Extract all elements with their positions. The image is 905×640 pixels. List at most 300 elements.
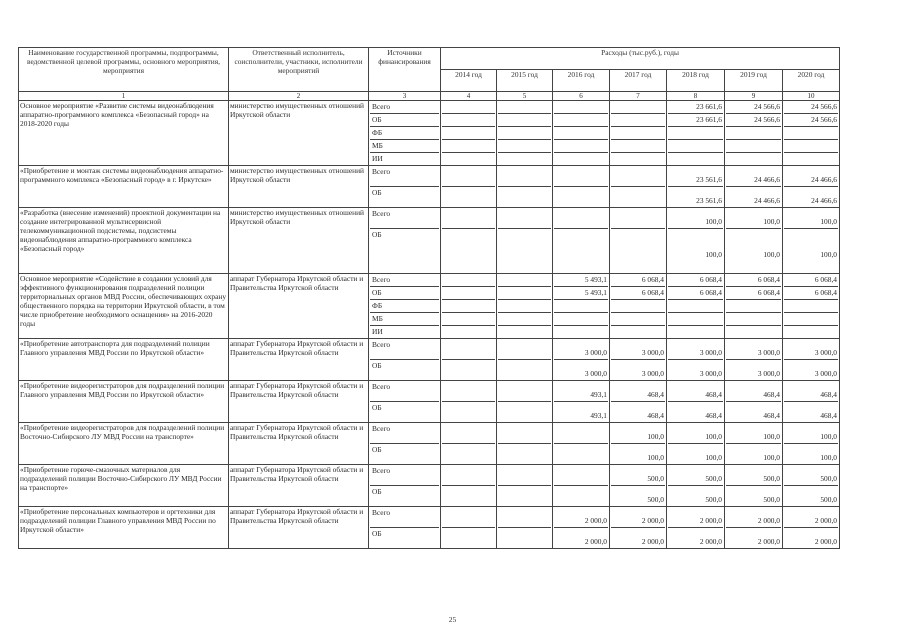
expense-value: [554, 313, 608, 326]
expense-value: 24 566,6: [726, 114, 781, 127]
expense-cell: [667, 465, 725, 507]
header-year-5: 2019 год: [725, 70, 783, 92]
column-number-3: 4: [441, 92, 497, 101]
expense-cell: [725, 101, 783, 166]
column-number-6: 7: [610, 92, 667, 101]
expense-value: [611, 300, 665, 313]
expense-value: [442, 140, 495, 153]
expense-value: 23 661,6: [668, 101, 723, 114]
expense-value: [726, 313, 781, 326]
executor: аппарат Губернатора Иркутской области и Правительства Иркутской области: [229, 339, 369, 381]
activity-name: «Приобретение и монтаж системы видеонаблюдения аппаратно-программного комплекса «Безопасный город» в г. Иркутске»: [19, 166, 229, 208]
funding-sources: [369, 166, 441, 208]
expense-value: [442, 313, 495, 326]
expense-cell: [497, 101, 553, 166]
expense-value: [442, 229, 495, 273]
funding-source-label: ОБ: [372, 403, 382, 412]
expense-cell: [553, 101, 610, 166]
column-number-1: 2: [229, 92, 369, 101]
expense-value: 2 000,0: [668, 507, 723, 528]
expense-cell: [553, 507, 610, 549]
expense-value: 493,1: [554, 381, 608, 402]
funding-source-label: ОБ: [372, 487, 382, 496]
expense-cell: [553, 166, 610, 208]
expense-value: 2 000,0: [584, 537, 607, 546]
funding-sources: [369, 507, 441, 549]
expense-cell: [610, 208, 667, 274]
header-source: Источники финансирования: [369, 48, 441, 92]
expense-value: [554, 444, 608, 464]
expense-value: 493,1: [590, 411, 607, 420]
expense-value: [498, 287, 551, 300]
activity-name: «Приобретение видеорегистраторов для подразделений полиции Главного управления МВД России по Иркутской области»: [19, 381, 229, 423]
expense-cell: [610, 381, 667, 423]
expense-value: [442, 381, 495, 402]
expense-value: 2 000,0: [611, 507, 665, 528]
funding-source-label: ОБ: [372, 529, 382, 538]
expense-cell: [610, 465, 667, 507]
expense-value: 6 068,4: [784, 274, 838, 287]
expense-value: [442, 287, 495, 300]
expense-value: 100,0: [784, 423, 838, 444]
expense-value: [498, 423, 551, 444]
expense-cell: [497, 381, 553, 423]
expense-value: 100,0: [705, 453, 722, 462]
expense-value: [498, 101, 551, 114]
funding-source-label: Всего: [370, 208, 439, 229]
expense-value: 6 068,4: [726, 287, 781, 300]
expense-value: 100,0: [611, 423, 665, 444]
column-number-2: 3: [369, 92, 441, 101]
expense-cell: [497, 208, 553, 274]
funding-source-label: ФБ: [370, 300, 439, 313]
activity-name: Основное мероприятие «Содействие в создании условий для эффективного функционирования подразделений полиции территориальных органов МВД России, обеспечивающих охрану общественного порядка на территории Иркутской области, в том числе приобретение необходимого оснащения» на 2016-2020 годы: [19, 274, 229, 339]
expense-value: [554, 153, 608, 165]
table-row: [19, 465, 840, 507]
expense-value: [442, 423, 495, 444]
header-year-1: 2015 год: [497, 70, 553, 92]
expense-value: 100,0: [726, 423, 781, 444]
expense-value: [498, 444, 551, 464]
expense-value: 100,0: [763, 453, 780, 462]
header-year-4: 2018 год: [667, 70, 725, 92]
expense-cell: [783, 101, 840, 166]
expense-cell: [441, 381, 497, 423]
expense-value: [498, 360, 551, 380]
funding-sources: [369, 465, 441, 507]
expense-cell: [441, 208, 497, 274]
expense-value: [611, 208, 665, 229]
expense-value: [726, 140, 781, 153]
expense-value: 500,0: [611, 465, 665, 486]
expense-value: 3 000,0: [668, 339, 723, 360]
expense-cell: [667, 101, 725, 166]
expense-value: [554, 114, 608, 127]
expense-value: [784, 153, 838, 165]
expense-cell: [725, 507, 783, 549]
funding-source-label: ОБ: [372, 361, 382, 370]
expense-value: 24 566,6: [784, 114, 838, 127]
expense-value: [498, 153, 551, 165]
expense-value: [442, 528, 495, 548]
executor: аппарат Губернатора Иркутской области и Правительства Иркутской области: [229, 381, 369, 423]
expense-value: [611, 153, 665, 165]
funding-source-label: ОБ: [370, 287, 439, 300]
expense-value: 23 561,6: [668, 166, 723, 187]
expense-value: 500,0: [820, 495, 837, 504]
column-number-7: 8: [667, 92, 725, 101]
expense-value: [554, 166, 608, 187]
expense-value: [668, 153, 723, 165]
expense-value: 23 661,6: [668, 114, 723, 127]
expense-value: [611, 166, 665, 187]
expense-value: [498, 166, 551, 187]
expense-cell: [610, 101, 667, 166]
funding-source-label: Всего: [370, 381, 439, 402]
expense-cell: [667, 339, 725, 381]
expense-cell: [783, 274, 840, 339]
expense-cell: [610, 507, 667, 549]
funding-source-label: ИИ: [372, 327, 383, 336]
expense-value: 24 566,6: [784, 101, 838, 114]
header-executor: Ответственный исполнитель, соисполнители, участники, исполнители мероприятий: [229, 48, 369, 92]
table-row: [19, 166, 840, 208]
funding-source-label: МБ: [370, 313, 439, 326]
expense-value: 24 566,6: [726, 101, 781, 114]
expense-value: 3 000,0: [699, 369, 722, 378]
expense-value: [442, 507, 495, 528]
expense-value: [554, 140, 608, 153]
expense-value: [442, 127, 495, 140]
funding-source-label: ОБ: [370, 114, 439, 127]
expense-value: 100,0: [784, 208, 838, 229]
expense-cell: [497, 423, 553, 465]
expense-cell: [553, 423, 610, 465]
expense-value: [554, 101, 608, 114]
expense-cell: [441, 274, 497, 339]
expense-value: 500,0: [763, 495, 780, 504]
expense-value: 2 000,0: [726, 507, 781, 528]
expense-value: 500,0: [705, 495, 722, 504]
expense-value: [498, 187, 551, 207]
expense-cell: [783, 423, 840, 465]
expense-value: 6 068,4: [784, 287, 838, 300]
expense-value: 468,4: [784, 381, 838, 402]
expense-value: [442, 339, 495, 360]
expense-value: [611, 313, 665, 326]
expense-value: [498, 486, 551, 506]
activity-name: «Приобретение видеорегистраторов для подразделений полиции Восточно-Сибирского ЛУ МВД России на транспорте»: [19, 423, 229, 465]
expense-cell: [441, 465, 497, 507]
expense-value: 468,4: [668, 381, 723, 402]
expense-value: [784, 300, 838, 313]
expense-cell: [441, 166, 497, 208]
expense-value: 100,0: [668, 208, 723, 229]
column-number-8: 9: [725, 92, 783, 101]
funding-source-label: МБ: [370, 140, 439, 153]
expense-value: 500,0: [784, 465, 838, 486]
expense-value: [442, 360, 495, 380]
expense-cell: [553, 274, 610, 339]
expense-value: 100,0: [763, 250, 780, 259]
expense-value: [784, 313, 838, 326]
expense-value: [442, 187, 495, 207]
expense-value: [611, 101, 665, 114]
expense-value: 468,4: [763, 411, 780, 420]
expense-value: 5 493,1: [554, 287, 608, 300]
funding-source-label: ИИ: [372, 154, 383, 163]
expense-value: 500,0: [726, 465, 781, 486]
table-row: [19, 101, 840, 166]
expense-value: [498, 326, 551, 338]
expense-value: 24 466,6: [811, 196, 837, 205]
expense-cell: [667, 274, 725, 339]
expense-value: [498, 465, 551, 486]
funding-source-label: Всего: [370, 423, 439, 444]
expense-value: [442, 465, 495, 486]
expense-cell: [667, 166, 725, 208]
expense-value: 100,0: [668, 423, 723, 444]
expense-value: 3 000,0: [641, 369, 664, 378]
page-number: 25: [448, 615, 457, 624]
expense-value: 2 000,0: [641, 537, 664, 546]
expense-value: [554, 208, 608, 229]
expense-value: 100,0: [820, 453, 837, 462]
expense-cell: [725, 208, 783, 274]
table-row: [19, 208, 840, 274]
expense-value: [442, 208, 495, 229]
activity-name: Основное мероприятие «Развитие системы видеонаблюдения аппаратно-программного комплекса «Безопасный город» на 2018-2020 годы: [19, 101, 229, 166]
expense-cell: [725, 339, 783, 381]
expense-value: 3 000,0: [554, 339, 608, 360]
expense-value: [498, 140, 551, 153]
expense-cell: [783, 381, 840, 423]
funding-sources: [369, 423, 441, 465]
funding-source-label: Всего: [370, 274, 439, 287]
expense-cell: [441, 339, 497, 381]
expense-cell: [725, 423, 783, 465]
funding-source-label: ОБ: [372, 188, 382, 197]
expense-value: [668, 127, 723, 140]
expense-value: [726, 300, 781, 313]
expense-cell: [667, 381, 725, 423]
expense-value: [611, 229, 665, 273]
expense-value: [498, 114, 551, 127]
expense-value: 5 493,1: [554, 274, 608, 287]
expense-value: 3 000,0: [784, 339, 838, 360]
column-number-4: 5: [497, 92, 553, 101]
expense-value: 6 068,4: [668, 274, 723, 287]
expense-value: [442, 114, 495, 127]
funding-source-label: Всего: [370, 507, 439, 528]
expense-value: 2 000,0: [554, 507, 608, 528]
expense-value: 3 000,0: [611, 339, 665, 360]
expense-cell: [441, 507, 497, 549]
funding-sources: [369, 101, 441, 166]
expense-cell: [783, 339, 840, 381]
expense-value: [784, 127, 838, 140]
header-expenses: Расходы (тыс.руб.), годы: [441, 48, 840, 70]
funding-sources: [369, 208, 441, 274]
expense-value: 468,4: [705, 411, 722, 420]
executor: министерство имущественных отношений Иркутской области: [229, 208, 369, 274]
column-number-0: 1: [19, 92, 229, 101]
expense-value: 2 000,0: [757, 537, 780, 546]
expense-value: 100,0: [820, 250, 837, 259]
expense-value: 100,0: [726, 208, 781, 229]
executor: аппарат Губернатора Иркутской области и Правительства Иркутской области: [229, 465, 369, 507]
table-row: [19, 507, 840, 549]
expense-value: [668, 326, 723, 338]
expense-value: [498, 313, 551, 326]
expense-cell: [497, 507, 553, 549]
expense-cell: [667, 208, 725, 274]
expense-value: [554, 300, 608, 313]
expense-value: 3 000,0: [757, 369, 780, 378]
funding-sources: [369, 274, 441, 339]
funding-source-label: ОБ: [372, 445, 382, 454]
expense-cell: [610, 423, 667, 465]
funding-source-label: ФБ: [370, 127, 439, 140]
expense-value: [611, 187, 665, 207]
executor: аппарат Губернатора Иркутской области и Правительства Иркутской области: [229, 423, 369, 465]
funding-sources: [369, 339, 441, 381]
funding-source-label: ОБ: [372, 230, 382, 239]
expense-value: [498, 127, 551, 140]
funding-sources: [369, 381, 441, 423]
expense-value: 2 000,0: [814, 537, 837, 546]
expense-value: [668, 313, 723, 326]
expense-value: [498, 274, 551, 287]
expense-value: 500,0: [647, 495, 664, 504]
expense-value: 6 068,4: [611, 274, 665, 287]
expense-value: [498, 402, 551, 422]
column-number-5: 6: [553, 92, 610, 101]
expense-value: [442, 486, 495, 506]
expense-value: [498, 507, 551, 528]
expense-value: 6 068,4: [611, 287, 665, 300]
expense-value: [668, 140, 723, 153]
expense-cell: [441, 101, 497, 166]
table-row: [19, 381, 840, 423]
activity-name: «Приобретение персональных компьютеров и оргтехники для подразделений полиции Главного управления МВД России по Иркутской области»: [19, 507, 229, 549]
expense-value: [554, 486, 608, 506]
funding-source-label: Всего: [370, 166, 439, 187]
expense-value: [784, 326, 838, 338]
expense-value: 6 068,4: [668, 287, 723, 300]
header-name: Наименование государственной программы, подпрограммы, ведомственной целевой программы, основного мероприятия, мероприятия: [19, 48, 229, 92]
expense-value: [498, 528, 551, 548]
expense-value: 6 068,4: [726, 274, 781, 287]
expense-value: 24 466,6: [754, 196, 780, 205]
expense-value: 3 000,0: [814, 369, 837, 378]
expense-value: 2 000,0: [699, 537, 722, 546]
expense-cell: [441, 423, 497, 465]
activity-name: «Приобретение горюче-смазочных материалов для подразделений полиции Восточно-Сибирского ЛУ МВД России на транспорте»: [19, 465, 229, 507]
expense-value: 468,4: [726, 381, 781, 402]
expense-value: [554, 229, 608, 273]
expense-cell: [553, 339, 610, 381]
table-row: [19, 423, 840, 465]
expense-value: [726, 153, 781, 165]
budget-table: [18, 47, 840, 549]
header-year-3: 2017 год: [610, 70, 667, 92]
expense-value: 468,4: [647, 411, 664, 420]
expense-value: [726, 127, 781, 140]
activity-name: «Приобретение автотранспорта для подразделений полиции Главного управления МВД России по Иркутской области»: [19, 339, 229, 381]
expense-value: [668, 300, 723, 313]
expense-cell: [610, 166, 667, 208]
expense-value: [442, 274, 495, 287]
expense-cell: [553, 381, 610, 423]
expense-value: 3 000,0: [726, 339, 781, 360]
expense-value: [554, 326, 608, 338]
expense-value: 468,4: [820, 411, 837, 420]
expense-cell: [497, 274, 553, 339]
expense-value: [498, 229, 551, 273]
expense-value: [498, 381, 551, 402]
expense-value: [611, 114, 665, 127]
expense-cell: [725, 274, 783, 339]
executor: аппарат Губернатора Иркутской области и Правительства Иркутской области: [229, 274, 369, 339]
expense-value: [611, 127, 665, 140]
expense-value: 468,4: [611, 381, 665, 402]
executor: аппарат Губернатора Иркутской области и Правительства Иркутской области: [229, 507, 369, 549]
expense-cell: [725, 166, 783, 208]
expense-value: [554, 187, 608, 207]
expense-value: 24 466,6: [784, 166, 838, 187]
executor: министерство имущественных отношений Иркутской области: [229, 101, 369, 166]
expense-value: [726, 326, 781, 338]
expense-value: [611, 326, 665, 338]
expense-cell: [497, 166, 553, 208]
expense-value: [498, 300, 551, 313]
table-row: [19, 274, 840, 339]
expense-value: [442, 300, 495, 313]
expense-value: 2 000,0: [784, 507, 838, 528]
expense-cell: [553, 208, 610, 274]
expense-cell: [783, 465, 840, 507]
expense-cell: [725, 381, 783, 423]
expense-value: [784, 140, 838, 153]
expense-value: [442, 402, 495, 422]
header-year-0: 2014 год: [441, 70, 497, 92]
expense-cell: [667, 507, 725, 549]
expense-value: [554, 127, 608, 140]
expense-value: 100,0: [705, 250, 722, 259]
expense-value: 100,0: [647, 453, 664, 462]
funding-source-label: Всего: [370, 339, 439, 360]
expense-value: [554, 465, 608, 486]
expense-value: [442, 326, 495, 338]
expense-cell: [667, 423, 725, 465]
expense-value: 3 000,0: [584, 369, 607, 378]
header-year-6: 2020 год: [783, 70, 840, 92]
expense-cell: [783, 166, 840, 208]
expense-value: [554, 423, 608, 444]
expense-value: [442, 101, 495, 114]
expense-cell: [610, 339, 667, 381]
expense-value: 23 561,6: [696, 196, 722, 205]
executor: министерство имущественных отношений Иркутской области: [229, 166, 369, 208]
expense-value: [498, 339, 551, 360]
expense-cell: [610, 274, 667, 339]
column-number-9: 10: [783, 92, 840, 101]
header-year-2: 2016 год: [553, 70, 610, 92]
funding-source-label: Всего: [370, 465, 439, 486]
expense-value: [498, 208, 551, 229]
table-row: [19, 339, 840, 381]
